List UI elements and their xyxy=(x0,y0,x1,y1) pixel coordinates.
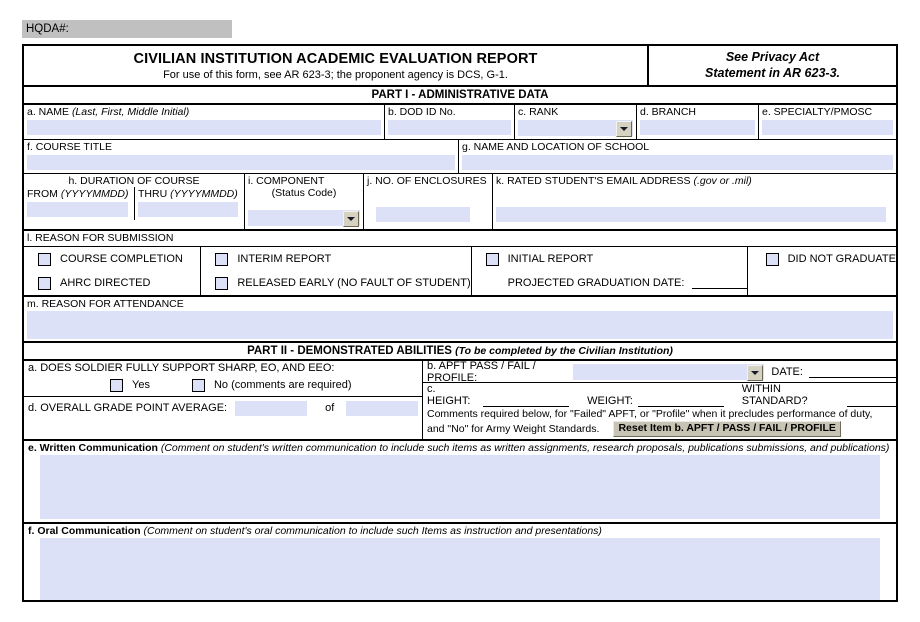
oral-communication-input[interactable] xyxy=(40,538,880,600)
field-rank xyxy=(514,105,636,139)
checkbox-icon[interactable] xyxy=(766,253,779,266)
comments-line-2: and "No" for Army Weight Standards. xyxy=(427,423,600,435)
reason-column-4 xyxy=(747,247,896,295)
privacy-line-1: See Privacy Act xyxy=(725,49,820,64)
reason-for-attendance-label: m. REASON FOR ATTENDANCE xyxy=(27,298,184,310)
comments-line-1: Comments required below, for "Failed" APFT, or "Profile" when it precludes performance of duty, xyxy=(427,408,873,420)
form-subtitle: For use of this form, see AR 623-3; the proponent agency is DCS, G-1. xyxy=(163,69,508,81)
left-spacer xyxy=(24,419,422,433)
projected-graduation-date-label: PROJECTED GRADUATION DATE: xyxy=(507,277,685,289)
projected-graduation-date-input[interactable] xyxy=(692,277,746,289)
field-component-hint: (Status Code) xyxy=(271,187,337,199)
duration-thru-label: THRU (YYYYMMDD) xyxy=(138,188,238,200)
dod-id-input[interactable] xyxy=(388,120,511,135)
hqda-label: HQDA#: xyxy=(26,23,69,35)
field-school xyxy=(458,140,896,173)
apft-label: b. APFT PASS / FAIL / PROFILE: xyxy=(427,359,536,384)
field-rank-label: c. RANK xyxy=(518,106,559,118)
field-enclosures xyxy=(363,174,492,229)
field-course-title-label: f. COURSE TITLE xyxy=(27,141,112,153)
reason-for-attendance-section xyxy=(24,295,896,339)
reset-apft-button[interactable]: Reset Item b. APFT / PASS / FAIL / PROFILE xyxy=(613,421,840,437)
checkbox-label: RELEASED EARLY (NO FAULT OF STUDENT) xyxy=(237,277,471,289)
oral-communication-section xyxy=(24,522,896,600)
field-enclosures-label: j. NO. OF ENCLOSURES xyxy=(367,175,487,187)
chevron-down-icon[interactable] xyxy=(343,211,359,227)
course-title-input[interactable] xyxy=(27,155,455,170)
spacer xyxy=(748,271,896,295)
gpa-input[interactable] xyxy=(235,401,307,416)
duration-subrow xyxy=(24,187,244,220)
checkbox-released-early[interactable] xyxy=(201,271,470,295)
gpa-section xyxy=(24,397,422,419)
checkbox-sharp-yes[interactable] xyxy=(110,379,123,392)
da-form-1059-1 xyxy=(22,44,898,602)
height-weight-section xyxy=(423,383,896,407)
gpa-of-label: of xyxy=(325,402,335,414)
checkbox-label: AHRC DIRECTED xyxy=(60,277,151,289)
rank-select[interactable] xyxy=(518,120,633,136)
weight-input[interactable] xyxy=(638,395,724,407)
field-duration-label: h. DURATION OF COURSE xyxy=(68,175,200,187)
gpa-scale-input[interactable] xyxy=(346,401,418,416)
checkbox-icon[interactable] xyxy=(38,253,51,266)
duration-from-input[interactable] xyxy=(27,202,128,217)
part-2-banner: PART II - DEMONSTRATED ABILITIES (To be completed by the Civilian Institution) xyxy=(24,341,896,359)
field-duration-from xyxy=(24,187,134,220)
comments-line-2-row xyxy=(427,421,896,437)
checkbox-icon[interactable] xyxy=(215,277,228,290)
part-1-banner: PART I - ADMINISTRATIVE DATA xyxy=(24,85,896,103)
field-email-label: k. RATED STUDENT'S EMAIL ADDRESS (.gov or .mil) xyxy=(496,175,752,187)
height-label: c. HEIGHT: xyxy=(427,383,471,407)
component-select[interactable] xyxy=(248,210,360,226)
checkbox-label: COURSE COMPLETION xyxy=(60,253,183,265)
sharp-label: a. DOES SOLDIER FULLY SUPPORT SHARP, EO, AND EEO: xyxy=(28,362,335,374)
apft-select[interactable] xyxy=(573,364,765,380)
field-duration xyxy=(24,174,244,229)
field-specialty xyxy=(758,105,896,139)
apft-date-label: DATE: xyxy=(771,365,803,378)
admin-row-3 xyxy=(24,173,896,229)
field-school-label: g. NAME AND LOCATION OF SCHOOL xyxy=(462,141,650,153)
sharp-no-label: No (comments are required) xyxy=(213,379,352,391)
within-standard-label: WITHIN STANDARD? xyxy=(741,383,808,407)
checkbox-icon[interactable] xyxy=(486,253,499,266)
privacy-line-2: Statement in AR 623-3. xyxy=(705,65,840,80)
reason-for-submission-label: l. REASON FOR SUBMISSION xyxy=(24,231,896,247)
written-communication-input[interactable] xyxy=(40,455,880,519)
school-input[interactable] xyxy=(462,155,893,170)
field-branch-label: d. BRANCH xyxy=(640,106,697,118)
field-email xyxy=(492,174,896,229)
chevron-down-icon[interactable] xyxy=(616,121,632,137)
weight-label: WEIGHT: xyxy=(587,395,633,407)
name-input[interactable] xyxy=(27,120,381,135)
field-name xyxy=(24,105,384,139)
field-component-label: i. COMPONENT xyxy=(248,175,325,187)
part-2-left xyxy=(24,361,422,439)
height-input[interactable] xyxy=(483,395,569,407)
checkbox-icon[interactable] xyxy=(38,277,51,290)
checkbox-interim-report[interactable] xyxy=(201,247,470,271)
checkbox-course-completion[interactable] xyxy=(24,247,200,271)
sharp-section xyxy=(24,361,422,397)
field-component xyxy=(244,174,363,229)
field-dod-id xyxy=(384,105,514,139)
apft-section xyxy=(423,361,896,383)
branch-input[interactable] xyxy=(640,120,755,135)
written-communication-label: e. Written Communication (Comment on student's written communication to include such items as written assignments, research proposals, publications submissions, and publications) xyxy=(28,442,890,454)
field-branch xyxy=(636,105,758,139)
specialty-input[interactable] xyxy=(762,120,893,135)
privacy-act-notice xyxy=(647,46,896,85)
reason-column-1 xyxy=(24,247,200,295)
reason-column-3 xyxy=(471,247,747,295)
checkbox-did-not-graduate[interactable] xyxy=(748,247,896,271)
apft-date-input[interactable] xyxy=(809,366,896,378)
oral-communication-label: f. Oral Communication (Comment on student's oral communication to include such Items as instruction and presentations) xyxy=(28,525,602,537)
email-input[interactable] xyxy=(496,207,886,222)
hqda-bar xyxy=(22,20,232,38)
checkbox-icon[interactable] xyxy=(215,253,228,266)
checkbox-label: INTERIM REPORT xyxy=(237,253,332,265)
enclosures-input[interactable] xyxy=(376,207,470,222)
reason-for-submission-section xyxy=(24,229,896,295)
part-2-body xyxy=(24,359,896,439)
sharp-yes-label: Yes xyxy=(132,379,150,391)
checkbox-sharp-no[interactable] xyxy=(192,379,205,392)
checkbox-label: INITIAL REPORT xyxy=(507,253,594,265)
field-duration-thru xyxy=(134,187,244,220)
field-dod-id-label: b. DOD ID No. xyxy=(388,106,456,118)
reason-checkbox-row xyxy=(24,247,896,295)
gpa-label: d. OVERALL GRADE POINT AVERAGE: xyxy=(28,402,228,414)
title-block xyxy=(24,46,896,85)
apft-comments-note xyxy=(423,407,896,439)
part-2-right xyxy=(422,361,896,439)
written-communication-section xyxy=(24,439,896,519)
title-main xyxy=(24,46,647,85)
form-title: CIVILIAN INSTITUTION ACADEMIC EVALUATION REPORT xyxy=(133,51,538,67)
checkbox-label: DID NOT GRADUATE xyxy=(787,253,896,265)
admin-row-1 xyxy=(24,103,896,139)
field-name-label: a. NAME (Last, First, Middle Initial) xyxy=(27,106,190,118)
reason-column-2 xyxy=(200,247,470,295)
duration-from-label: FROM (YYYYMMDD) xyxy=(27,188,129,200)
checkbox-initial-report[interactable] xyxy=(472,247,747,271)
admin-row-2 xyxy=(24,139,896,173)
field-specialty-label: e. SPECIALTY/PMOSC xyxy=(762,106,873,118)
within-standard-input[interactable] xyxy=(847,395,896,407)
sharp-options xyxy=(24,374,422,396)
reason-for-attendance-input[interactable] xyxy=(27,311,893,339)
field-course-title xyxy=(24,140,458,173)
duration-thru-input[interactable] xyxy=(138,202,238,217)
checkbox-ahrc-directed[interactable] xyxy=(24,271,200,295)
projected-graduation-date-row xyxy=(472,271,747,295)
chevron-down-icon[interactable] xyxy=(747,365,763,381)
